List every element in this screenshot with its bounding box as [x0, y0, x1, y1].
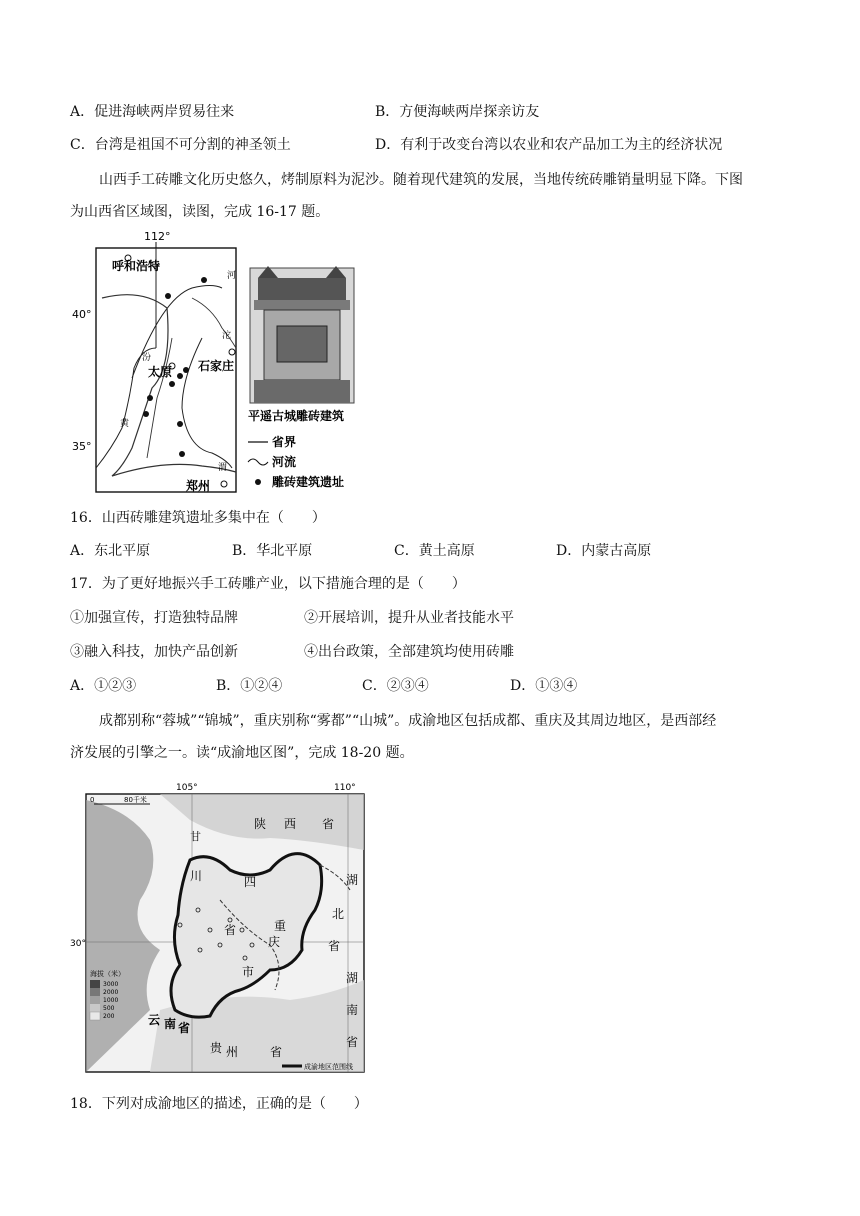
lon-label: 112°: [144, 230, 171, 243]
site-dot: [147, 395, 153, 401]
passage1-line1: 山西手工砖雕文化历史悠久，烤制原料为泥沙。随着现代建筑的发展，当地传统砖雕销量明显下降。下图: [99, 172, 743, 188]
city-zhengzhou: 郑州: [186, 479, 211, 493]
passage2-line2: 济发展的引擎之一。读“成渝地区图”，完成 18-20 题。: [70, 745, 414, 761]
label-guizhou-3: 省: [270, 1045, 283, 1059]
label-sichuan-2: 川: [190, 869, 203, 883]
river-label-fen: 汾: [142, 353, 152, 363]
pingyao-photo: [250, 266, 354, 403]
q17-statement-3: ③融入科技，加快产品创新: [70, 644, 238, 660]
legend-river-line: [248, 459, 268, 465]
label-chongqing-1: 重: [274, 919, 287, 933]
photo-caption: 平遥古城雕砖建筑: [248, 409, 345, 423]
lon-105: 105°: [176, 783, 198, 793]
passage2-line1: 成都别称“蓉城”“锦城”，重庆别称“雾都”“山城”。成渝地区包括成都、重庆及其周边地区，是西部经: [99, 713, 717, 729]
elev-swatch: [90, 996, 100, 1004]
boundary-legend: 成渝地区范围线: [304, 1063, 353, 1071]
site-dot: [201, 277, 207, 283]
legend-site-dot: [255, 479, 261, 485]
label-shaanxi-1: 陕: [254, 817, 267, 831]
lat-top-label: 40°: [72, 308, 92, 321]
river-label-huang: 黄: [120, 419, 130, 429]
label-shaanxi-2: 西: [284, 817, 297, 831]
elev-swatch: [90, 988, 100, 996]
label-hubei-2: 北: [332, 907, 345, 921]
q18-stem: 18．下列对成渝地区的描述，正确的是（ ）: [70, 1096, 368, 1112]
site-dot: [177, 373, 183, 379]
elev-title: 海拔（米）: [90, 970, 125, 978]
label-yunnan-2: 南: [164, 1017, 177, 1031]
scale-zero: 0: [90, 796, 95, 804]
q15-option-d: D．有利于改变台湾以农业和农产品加工为主的经济状况: [375, 137, 723, 153]
elev-200: 200: [103, 1013, 115, 1020]
elev-swatch: [90, 980, 100, 988]
elev-3000: 3000: [103, 981, 119, 988]
label-hubei-1: 湖: [346, 873, 359, 887]
site-dot: [179, 451, 185, 457]
q16-option-b: B．华北平原: [232, 543, 313, 559]
river-label-wei: 渭: [218, 463, 228, 473]
q15-option-b: B．方便海峡两岸探亲访友: [375, 104, 540, 120]
label-hunan-3: 省: [346, 1035, 359, 1049]
label-hubei-3: 省: [328, 939, 341, 953]
q17-option-b: B．①②④: [216, 678, 283, 694]
q15-option-a: A．促进海峡两岸贸易往来: [70, 104, 235, 120]
q17-option-c: C．②③④: [362, 678, 429, 694]
legend-site: 雕砖建筑遗址: [272, 475, 345, 489]
q16-stem: 16．山西砖雕建筑遗址多集中在（ ）: [70, 510, 326, 526]
label-chongqing-3: 市: [242, 965, 255, 979]
elev-swatch: [90, 1012, 100, 1020]
label-sichuan-3: 省: [224, 923, 237, 937]
site-dot: [169, 381, 175, 387]
q17-option-a: A．①②③: [70, 678, 137, 694]
city-shijiazhuang: 石家庄: [198, 359, 235, 373]
elev-500: 500: [103, 1005, 115, 1012]
legend-border: 省界: [272, 435, 297, 449]
q16-option-d: D．内蒙古高原: [556, 543, 652, 559]
site-dot: [183, 367, 189, 373]
lat-bottom-label: 35°: [72, 440, 92, 453]
q17-stem: 17．为了更好地振兴手工砖雕产业，以下措施合理的是（ ）: [70, 576, 466, 592]
lon-110: 110°: [334, 783, 356, 793]
elev-2000: 2000: [103, 989, 119, 996]
site-dot: [177, 421, 183, 427]
river-label-hu: 沱: [222, 331, 232, 341]
label-guizhou-2: 州: [226, 1045, 239, 1059]
q17-statement-1: ①加强宣传，打造独特品牌: [70, 610, 238, 626]
scale-km: 80千米: [124, 796, 147, 804]
shanxi-map: [72, 228, 362, 498]
label-shaanxi-3: 省: [322, 817, 335, 831]
chengyu-map: [70, 780, 370, 1076]
q17-option-d: D．①③④: [510, 678, 578, 694]
label-hunan-2: 南: [346, 1003, 359, 1017]
label-sichuan-1: 四: [244, 875, 257, 889]
q16-option-a: A．东北平原: [70, 543, 151, 559]
label-yunnan-1: 云: [148, 1013, 161, 1027]
q17-statement-4: ④出台政策，全部建筑均使用砖雕: [304, 644, 514, 660]
legend-river: 河流: [272, 455, 297, 469]
city-hohhot: 呼和浩特: [112, 259, 161, 273]
q15-option-c: C．台湾是祖国不可分割的神圣领土: [70, 137, 291, 153]
label-gan: 甘: [190, 830, 201, 843]
elev-swatch: [90, 1004, 100, 1012]
q16-option-c: C．黄土高原: [394, 543, 475, 559]
elev-1000: 1000: [103, 997, 119, 1004]
label-hunan-1: 湖: [346, 971, 359, 985]
passage1-line2: 为山西省区域图，读图，完成 16-17 题。: [70, 204, 330, 220]
label-guizhou-1: 贵: [210, 1041, 223, 1055]
label-chongqing-2: 庆: [268, 935, 281, 949]
lat-30: 30°: [70, 939, 86, 949]
q17-statement-2: ②开展培训，提升从业者技能水平: [304, 610, 514, 626]
river-label-hai: 河: [227, 271, 237, 281]
site-dot: [165, 293, 171, 299]
city-taiyuan: 太原: [148, 365, 173, 379]
label-yunnan-3: 省: [178, 1021, 191, 1035]
site-dot: [143, 411, 149, 417]
